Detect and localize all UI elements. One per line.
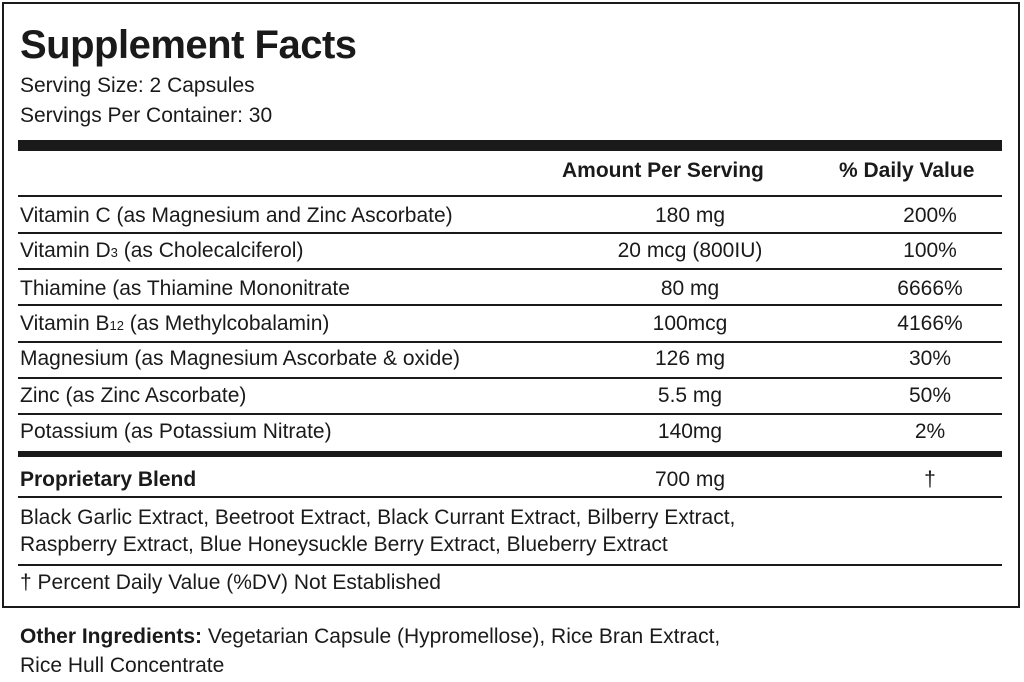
nutrient-row	[20, 379, 1000, 413]
nutrient-row	[20, 234, 1000, 268]
daily-value-column-header: % Daily Value	[839, 159, 975, 182]
nutrient-daily-value: 200%	[903, 204, 957, 227]
nutrient-name: Thiamine (as Thiamine Mononitrate	[20, 277, 350, 300]
row-divider	[18, 268, 1002, 270]
blend-amount: 700 mg	[654, 468, 726, 491]
servings-per-container: Servings Per Container: 30	[20, 104, 273, 127]
blend-name: Proprietary Blend	[20, 468, 197, 491]
nutrient-name: Vitamin B12 (as Methylcobalamin)	[20, 312, 330, 335]
nutrient-row	[20, 307, 1000, 341]
nutrient-daily-value: 6666%	[897, 277, 963, 300]
note-divider	[18, 564, 1002, 566]
nutrient-name: Vitamin C (as Magnesium and Zinc Ascorbate)	[20, 204, 453, 227]
row-divider	[18, 195, 1002, 197]
blend-divider	[18, 496, 1002, 498]
nutrient-amount: 180 mg	[654, 204, 726, 227]
serving-size: Serving Size: 2 Capsules	[20, 74, 255, 97]
nutrient-amount: 126 mg	[654, 347, 726, 370]
nutrient-row	[20, 342, 1000, 376]
blend-thick-divider	[18, 451, 1002, 457]
other-ingredients-text-line2: Rice Hull Concentrate	[20, 654, 225, 677]
nutrient-daily-value: 4166%	[897, 312, 963, 335]
row-divider	[18, 304, 1002, 306]
blend-ingredients-line: Raspberry Extract, Blue Honeysuckle Berry Extract, Blueberry Extract	[20, 533, 668, 556]
blend-ingredients	[20, 504, 1000, 558]
blend-ingredients-line: Black Garlic Extract, Beetroot Extract, Black Currant Extract, Bilberry Extract,	[20, 506, 736, 529]
nutrient-name: Magnesium (as Magnesium Ascorbate & oxide)	[20, 347, 461, 370]
nutrient-amount: 20 mcg (800IU)	[617, 239, 763, 262]
nutrient-name: Zinc (as Zinc Ascorbate)	[20, 384, 247, 407]
other-ingredients-label: Other Ingredients:	[20, 625, 203, 648]
nutrient-daily-value: 100%	[903, 239, 957, 262]
nutrient-daily-value: 2%	[914, 420, 946, 443]
amount-column-header: Amount Per Serving	[562, 159, 764, 182]
daily-value-footnote: † Percent Daily Value (%DV) Not Established	[20, 571, 441, 594]
nutrient-daily-value: 50%	[908, 384, 952, 407]
other-ingredients-text: Vegetarian Capsule (Hypromellose), Rice Bran Extract,	[202, 625, 721, 648]
nutrient-daily-value: 30%	[908, 347, 952, 370]
nutrient-amount: 100mcg	[652, 312, 728, 335]
blend-daily-value: †	[924, 468, 936, 491]
other-ingredients	[20, 622, 1010, 680]
nutrient-row	[20, 272, 1000, 306]
nutrient-amount: 5.5 mg	[657, 384, 723, 407]
nutrient-name: Vitamin D3 (as Cholecalciferol)	[20, 239, 304, 262]
nutrient-row	[20, 199, 1000, 233]
nutrient-amount: 80 mg	[660, 277, 720, 300]
nutrient-amount: 140mg	[657, 420, 723, 443]
top-thick-divider	[18, 140, 1002, 151]
proprietary-blend-row	[20, 463, 1000, 497]
panel-title: Supplement Facts	[20, 23, 357, 67]
nutrient-name: Potassium (as Potassium Nitrate)	[20, 420, 332, 443]
nutrient-row	[20, 415, 1000, 449]
